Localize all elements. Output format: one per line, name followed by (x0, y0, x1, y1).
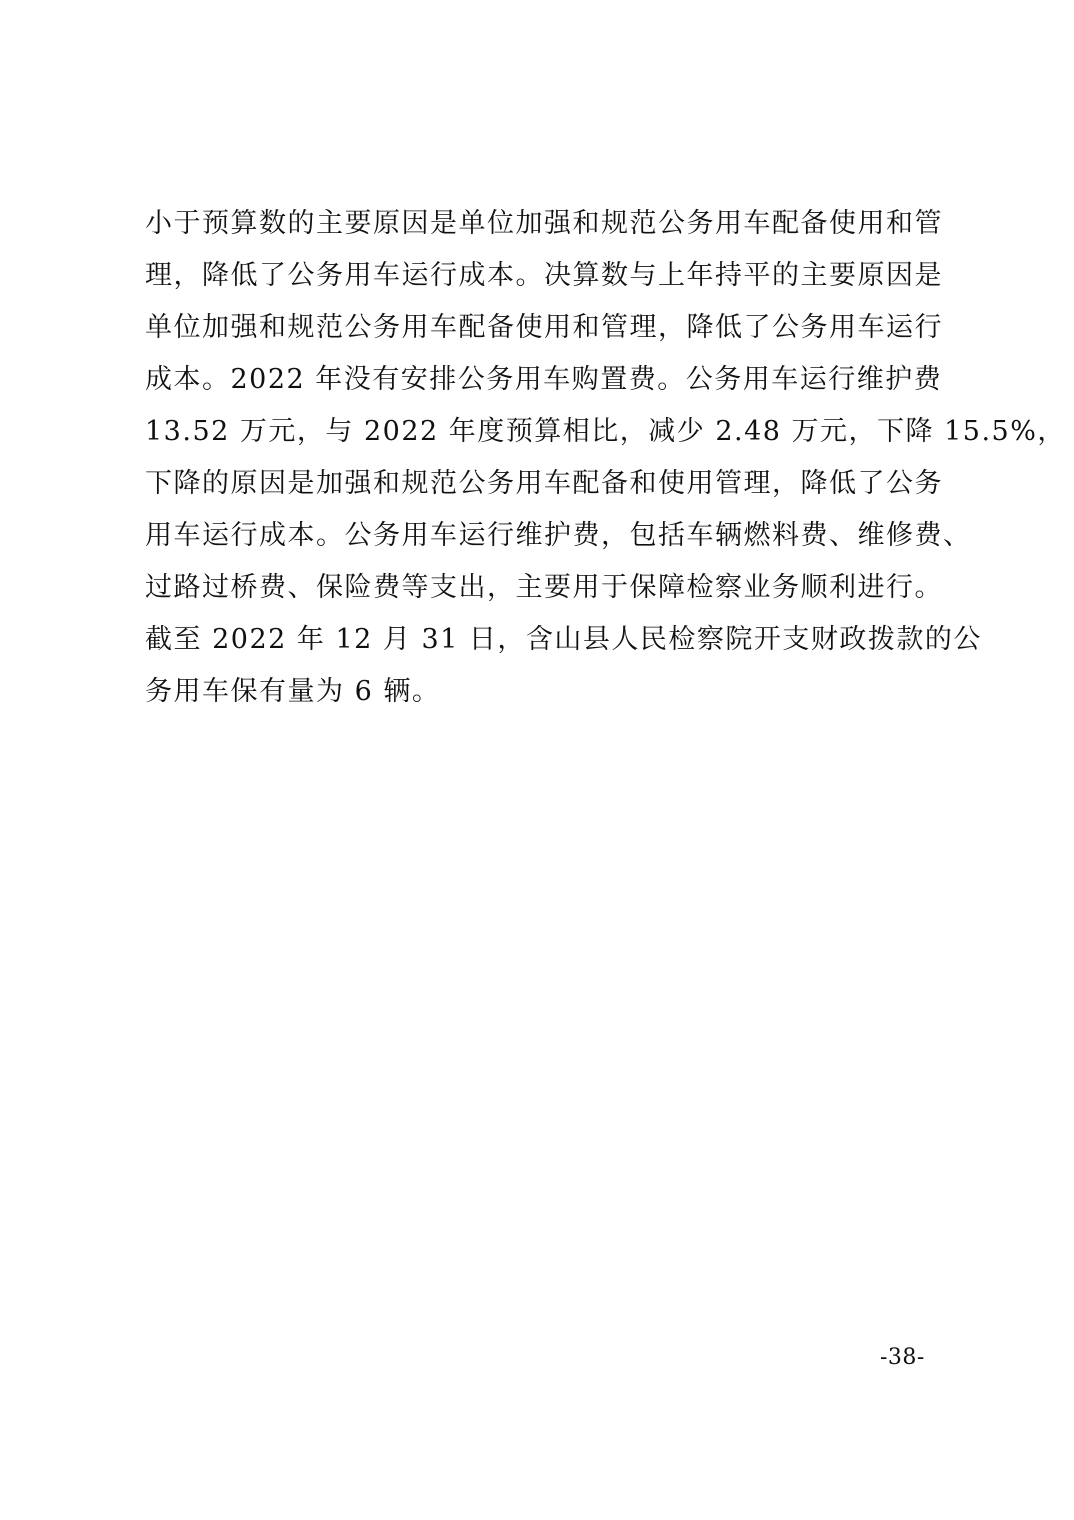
paragraph-line: 用车运行成本。公务用车运行维护费，包括车辆燃料费、维修费、 (145, 520, 972, 551)
paragraph-line: 小于预算数的主要原因是单位加强和规范公务用车配备使用和管 (145, 208, 943, 239)
paragraph-line: 过路过桥费、保险费等支出，主要用于保障检察业务顺利进行。 (145, 572, 943, 603)
paragraph-line: 成本。2022 年没有安排公务用车购置费。公务用车运行维护费 (145, 364, 943, 395)
paragraph-line: 单位加强和规范公务用车配备使用和管理，降低了公务用车运行 (145, 312, 943, 343)
paragraph-line: 理，降低了公务用车运行成本。决算数与上年持平的主要原因是 (145, 260, 943, 291)
paragraph-line: 截至 2022 年 12 月 31 日，含山县人民检察院开支财政拨款的公 (145, 624, 982, 655)
paragraph-line: 13.52 万元，与 2022 年度预算相比，减少 2.48 万元，下降 15.5%， (145, 416, 1066, 447)
paragraph-line: 务用车保有量为 6 辆。 (145, 676, 441, 707)
page-number: -38- (880, 1345, 925, 1370)
paragraph-line: 下降的原因是加强和规范公务用车配备和使用管理，降低了公务 (145, 468, 943, 499)
body-paragraph (145, 198, 1066, 718)
